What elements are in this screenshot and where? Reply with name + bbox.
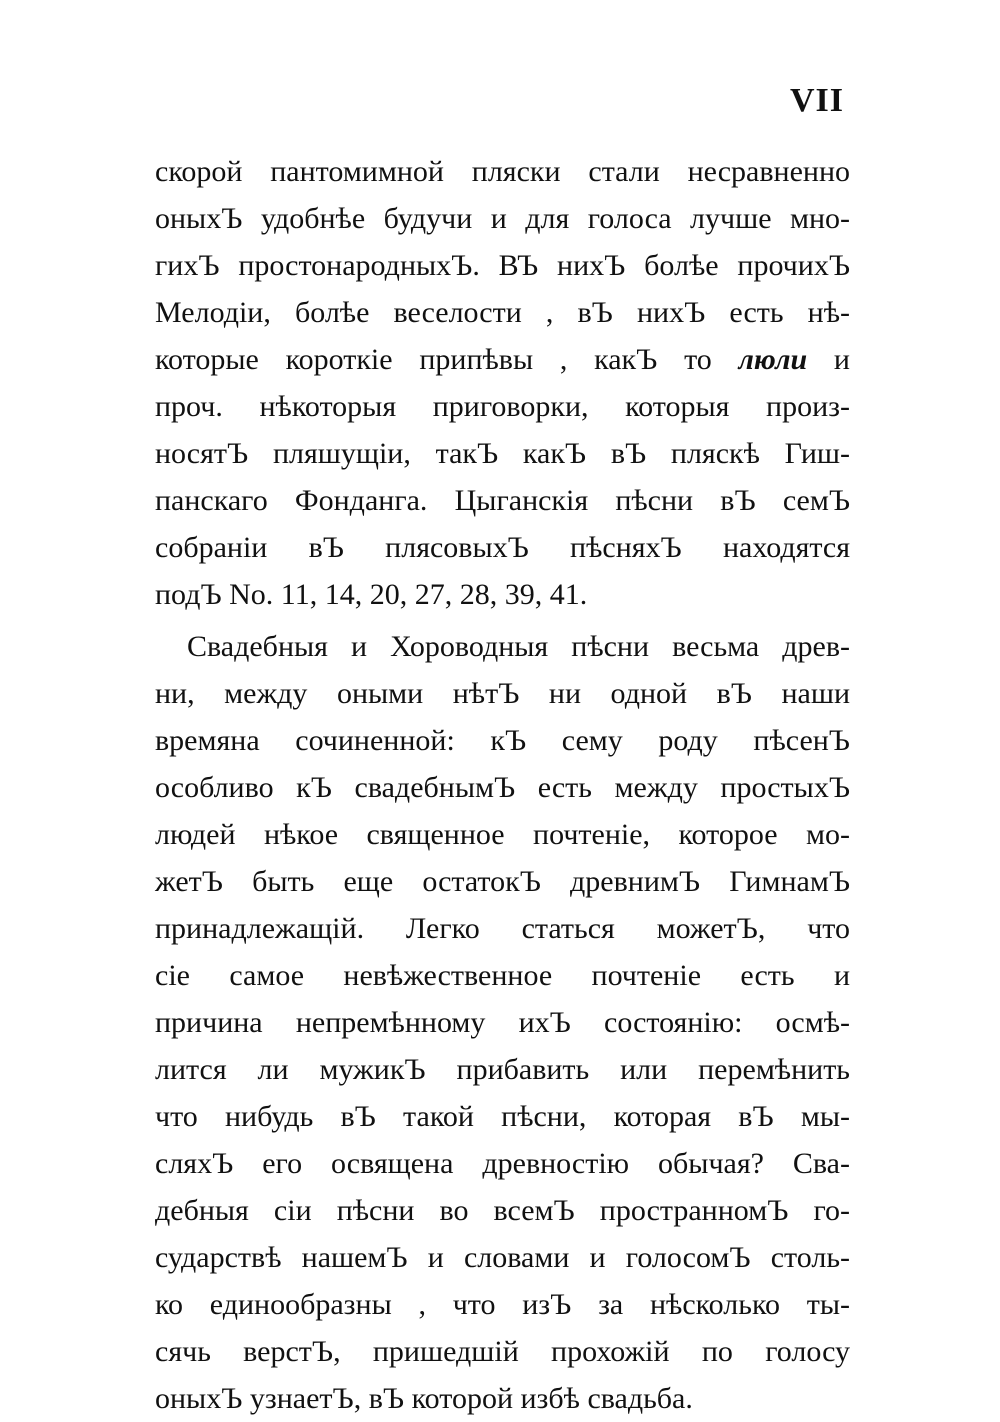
text-line: подЪ No. 11, 14, 20, 27, 28, 39, 41. — [155, 578, 588, 611]
text-segment: которые короткiе припѣвы , какЪ то — [155, 343, 739, 376]
text-line: времяна сочиненной: кЪ сему роду пѣсенЪ — [155, 724, 850, 757]
text-line: скорой пантомимной пляски стали несравненно — [155, 155, 850, 188]
emphasized-word: люли — [738, 343, 808, 376]
text-line: Свадебныя и Хороводныя пѣсни весьма древ- — [187, 630, 850, 663]
text-line: собранiи вЪ плясовыхЪ пѣсняхЪ находятся — [155, 531, 850, 564]
text-line: особливо кЪ свадебнымЪ есть между простыхЪ — [155, 771, 850, 804]
text-line: что нибудь вЪ такой пѣсни, которая вЪ мы- — [155, 1100, 850, 1133]
text-line: Мелодiи, болѣе веселости , вЪ нихЪ есть нѣ- — [155, 296, 850, 329]
text-line: оныхЪ удобнѣе будучи и для голоса лучше мно- — [155, 202, 850, 235]
paragraph-1 — [155, 148, 850, 618]
text-segment: и — [807, 343, 850, 376]
text-line: гихЪ простонародныхЪ. ВЪ нихЪ болѣе прочихЪ — [155, 249, 850, 282]
text-line: принадлежащiй. Легко статься можетЪ, что — [155, 912, 850, 945]
text-line: проч. нѣкоторыя приговорки, которыя произ- — [155, 390, 850, 423]
text-line: дебныя сiи пѣсни во всемЪ пространномЪ го- — [155, 1194, 850, 1227]
text-line: сiе самое невѣжественное почтенiе есть и — [155, 959, 850, 992]
text-line: причина непремѣнному ихЪ состоянiю: осмѣ- — [155, 1006, 850, 1039]
text-line: оныхЪ узнаетЪ, вЪ которой избѣ свадьба. — [155, 1382, 693, 1415]
text-line: панскаго Фонданга. Цыганскiя пѣсни вЪ семЪ — [155, 484, 850, 517]
text-line: носятЪ пляшущiи, такЪ какЪ вЪ пляскѣ Гиш- — [155, 437, 850, 470]
paragraph-2 — [155, 623, 850, 1422]
page-number: VII — [790, 82, 845, 119]
text-body — [155, 148, 850, 1422]
text-line: ко единообразны , что изЪ за нѣсколько ты- — [155, 1288, 850, 1321]
text-line: сячь верстЪ, пришедшiй прохожiй по голосу — [155, 1335, 850, 1368]
text-line — [155, 336, 850, 383]
text-line: ни, между оными нѣтЪ ни одной вЪ наши — [155, 677, 850, 710]
text-line: сударствѣ нашемЪ и словами и голосомЪ столь- — [155, 1241, 850, 1274]
text-line: людей нѣкое священное почтенiе, которое мо- — [155, 818, 850, 851]
text-line: жетЪ быть еще остатокЪ древнимЪ ГимнамЪ — [155, 865, 850, 898]
text-line: лится ли мужикЪ прибавить или перемѣнить — [155, 1053, 850, 1086]
text-line: сляхЪ его освящена древностiю обычая? Сва- — [155, 1147, 850, 1180]
